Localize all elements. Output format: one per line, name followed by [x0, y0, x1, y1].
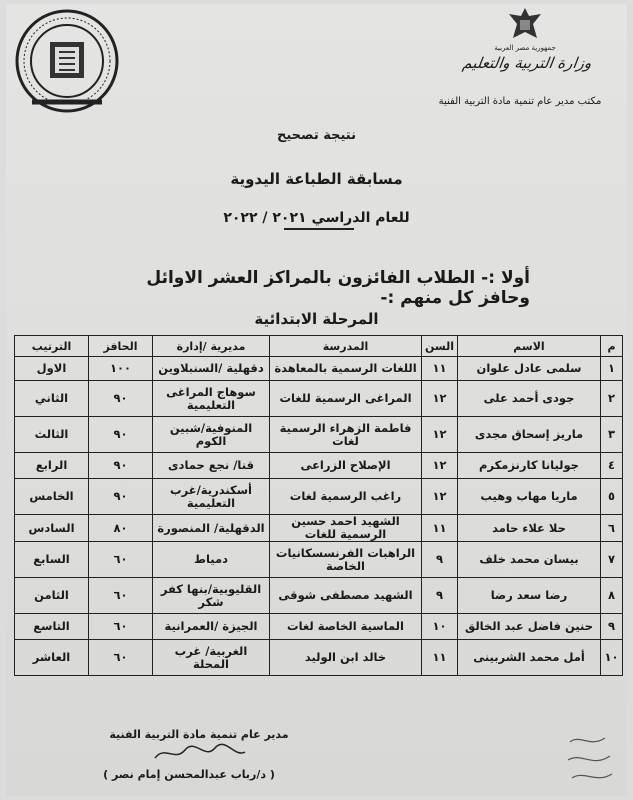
- republic-label: جمهورية مصر العربية: [494, 44, 556, 52]
- cell-age: ١٢: [422, 381, 458, 417]
- results-table: [14, 335, 623, 676]
- institution-seal-logo: [12, 6, 122, 116]
- cell-rank: السادس: [15, 515, 89, 542]
- header-name: الاسم: [458, 336, 601, 357]
- cell-school: الإصلاح الزراعى: [270, 453, 422, 479]
- table-row: [15, 515, 623, 542]
- cell-incentive: ٦٠: [89, 614, 153, 640]
- cell-age: ٩: [422, 542, 458, 578]
- cell-m: ١: [601, 357, 623, 381]
- cell-name: بيسان محمد خلف: [458, 542, 601, 578]
- cell-school: الراهبات الفرنسسكانيات الخاصة: [270, 542, 422, 578]
- cell-m: ٧: [601, 542, 623, 578]
- cell-age: ١٠: [422, 614, 458, 640]
- cell-age: ٩: [422, 578, 458, 614]
- cell-age: ١٢: [422, 453, 458, 479]
- cell-incentive: ٩٠: [89, 381, 153, 417]
- table-row: [15, 542, 623, 578]
- cell-incentive: ٦٠: [89, 640, 153, 676]
- signatory-name: ( د/رباب عبدالمحسن إمام نصر ): [103, 768, 275, 781]
- header-school: المدرسة: [270, 336, 422, 357]
- table-header-row: [15, 336, 623, 357]
- cell-name: ماريا مهاب وهيب: [458, 479, 601, 515]
- cell-rank: الثاني: [15, 381, 89, 417]
- cell-school: خالد ابن الوليد: [270, 640, 422, 676]
- cell-m: ٣: [601, 417, 623, 453]
- cell-school: الماسية الخاصة لغات: [270, 614, 422, 640]
- cell-name: جوليانا كارنزمكرم: [458, 453, 601, 479]
- cell-name: حلا علاء حامد: [458, 515, 601, 542]
- cell-rank: العاشر: [15, 640, 89, 676]
- cell-incentive: ٦٠: [89, 578, 153, 614]
- header-directorate: مديرية /إدارة: [153, 336, 270, 357]
- cell-name: جودى أحمد على: [458, 381, 601, 417]
- table-row: [15, 614, 623, 640]
- stage-heading: المرحلة الابتدائية: [254, 310, 379, 328]
- cell-school: الشهيد احمد حسين الرسمية للغات: [270, 515, 422, 542]
- cell-school: المراغى الرسمية للغات: [270, 381, 422, 417]
- header-rank: الترتيب: [15, 336, 89, 357]
- cell-m: ٨: [601, 578, 623, 614]
- cell-incentive: ٩٠: [89, 453, 153, 479]
- cell-rank: الاول: [15, 357, 89, 381]
- cell-directorate: الجيزة /العمرانية: [153, 614, 270, 640]
- cell-directorate: القليوبية/بنها كفر شكر: [153, 578, 270, 614]
- cell-rank: الرابع: [15, 453, 89, 479]
- header-incentive: الحافز: [89, 336, 153, 357]
- title-underline: [284, 228, 354, 230]
- cell-incentive: ٩٠: [89, 417, 153, 453]
- cell-directorate: المنوفية/شبين الكوم: [153, 417, 270, 453]
- header-age: السن: [422, 336, 458, 357]
- header-m: م: [601, 336, 623, 357]
- cell-m: ٢: [601, 381, 623, 417]
- cell-m: ٥: [601, 479, 623, 515]
- cell-age: ١١: [422, 640, 458, 676]
- table-row: [15, 417, 623, 453]
- cell-rank: التاسع: [15, 614, 89, 640]
- competition-title: مسابقة الطباعة اليدوية: [230, 170, 403, 188]
- cell-age: ١١: [422, 357, 458, 381]
- cell-m: ٤: [601, 453, 623, 479]
- academic-year: للعام الدراسي ٢٠٢١ / ٢٠٢٢: [223, 210, 410, 226]
- cell-rank: الخامس: [15, 479, 89, 515]
- cell-school: الشهيد مصطفى شوقى: [270, 578, 422, 614]
- cell-directorate: قنا/ نجع حمادى: [153, 453, 270, 479]
- signatory-title: مدير عام تنمية مادة التربية الفنية: [109, 728, 289, 741]
- handwritten-initials: [560, 730, 620, 790]
- cell-age: ١٢: [422, 479, 458, 515]
- cell-incentive: ٦٠: [89, 542, 153, 578]
- cell-rank: الثالث: [15, 417, 89, 453]
- office-name: مكتب مدير عام تنمية مادة التربية الفنية: [438, 96, 602, 107]
- ministry-name: وزارة التربية والتعليم: [461, 54, 593, 72]
- cell-rank: الثامن: [15, 578, 89, 614]
- table-row: [15, 578, 623, 614]
- cell-school: اللغات الرسمية بالمعاهدة: [270, 357, 422, 381]
- cell-directorate: دقهلية /السنبلاوين: [153, 357, 270, 381]
- cell-directorate: الغربية/ غرب المحلة: [153, 640, 270, 676]
- cell-age: ١٢: [422, 417, 458, 453]
- cell-m: ٦: [601, 515, 623, 542]
- cell-m: ٩: [601, 614, 623, 640]
- eagle-emblem-icon: [505, 4, 545, 44]
- cell-incentive: ٩٠: [89, 479, 153, 515]
- table-row: [15, 357, 623, 381]
- table-row: [15, 453, 623, 479]
- cell-directorate: دمياط: [153, 542, 270, 578]
- cell-name: رضا سعد رضا: [458, 578, 601, 614]
- document-title: نتيجة تصحيح: [276, 128, 356, 143]
- table-row: [15, 479, 623, 515]
- cell-rank: السابع: [15, 542, 89, 578]
- cell-directorate: سوهاج المراغى التعليمية: [153, 381, 270, 417]
- cell-directorate: الدقهلية/ المنصورة: [153, 515, 270, 542]
- cell-school: راغب الرسمية لغات: [270, 479, 422, 515]
- section-heading: أولا :- الطلاب الفائزون بالمراكز العشر الاوائل وحافز كل منهم :-: [146, 268, 530, 308]
- table-row: [15, 381, 623, 417]
- cell-name: أمل محمد الشربينى: [458, 640, 601, 676]
- cell-incentive: ١٠٠: [89, 357, 153, 381]
- cell-name: ماريز إسحاق مجدى: [458, 417, 601, 453]
- cell-name: حنين فاضل عبد الخالق: [458, 614, 601, 640]
- cell-directorate: أسكندرية/غرب التعليمية: [153, 479, 270, 515]
- table-row: [15, 640, 623, 676]
- cell-incentive: ٨٠: [89, 515, 153, 542]
- handwritten-signature: [150, 740, 250, 766]
- cell-school: فاطمة الزهراء الرسمية لغات: [270, 417, 422, 453]
- cell-name: سلمى عادل علوان: [458, 357, 601, 381]
- cell-age: ١١: [422, 515, 458, 542]
- cell-m: ١٠: [601, 640, 623, 676]
